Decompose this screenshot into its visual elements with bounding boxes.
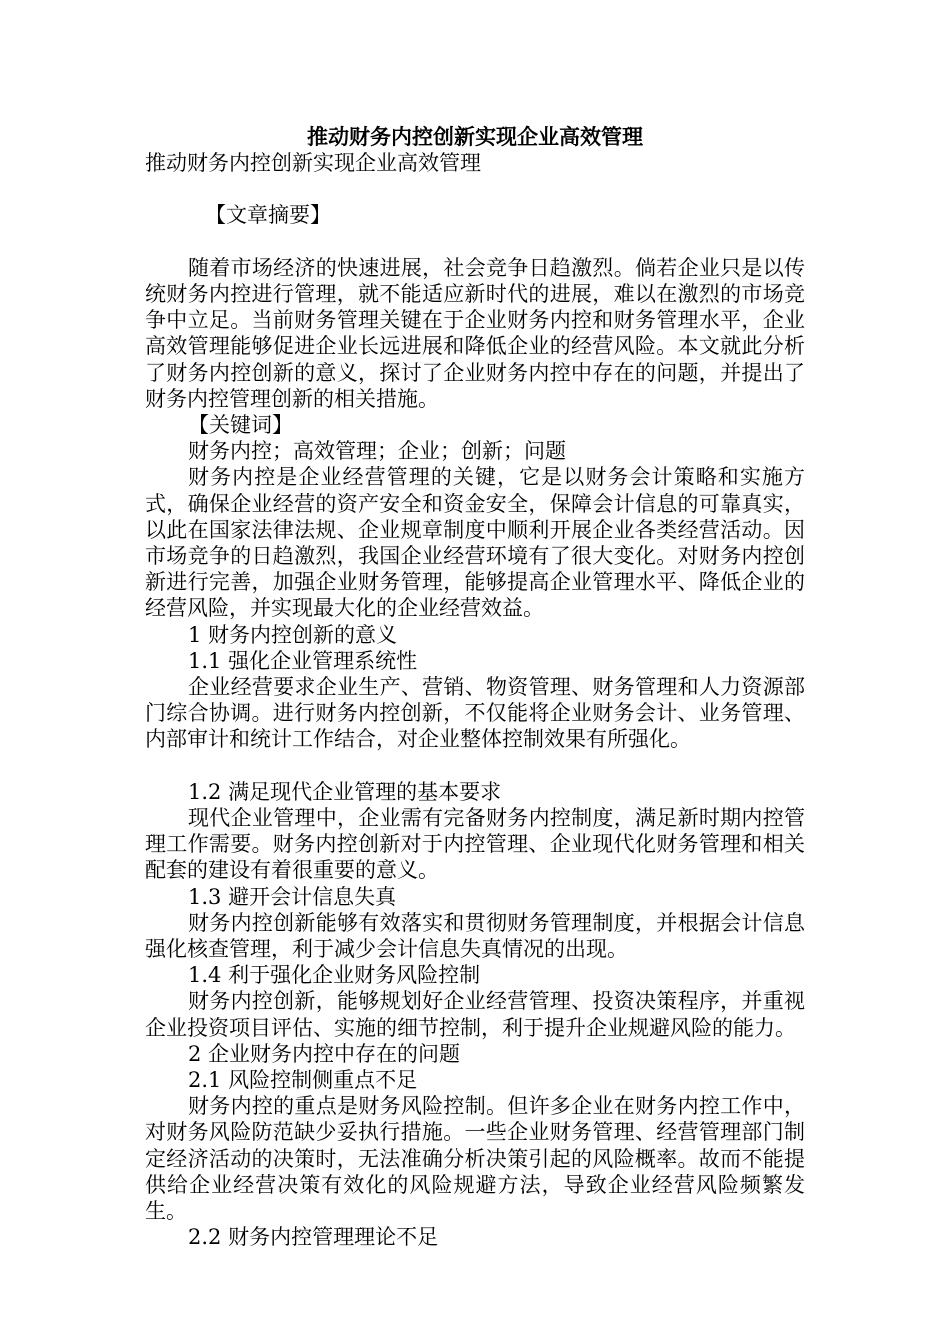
blank-line	[145, 229, 805, 255]
document-body	[145, 150, 805, 1250]
keywords-heading: 【关键词】	[188, 413, 293, 437]
paragraph-1-1: 企业经营要求企业生产、营销、物资管理、财务管理和人力资源部门综合协调。进行财务内控创新，不仅能将企业财务会计、业务管理、内部审计和统计工作结合，对企业整体控制效果有所强化。	[145, 675, 805, 752]
intro-paragraph: 财务内控是企业经营管理的关键，它是以财务会计策略和实施方式，确保企业经营的资产安全和资金安全，保障会计信息的可靠真实，以此在国家法律法规、企业规章制度中顺利开展企业各类经营活动。因市场竞争的日趋激烈，我国企业经营环境有了很大变化。对财务内控创新进行完善，加强企业财务管理，能够提高企业管理水平、降低企业的经营风险，并实现最大化的企业经营效益。	[145, 465, 805, 621]
subsection-heading-1-4: 1.4 利于强化企业财务风险控制	[188, 963, 481, 988]
subsection-heading-2-2: 2.2 财务内控管理理论不足	[188, 1225, 439, 1250]
subsection-heading-1-3: 1.3 避开会计信息失真	[188, 884, 397, 909]
paragraph-1-4: 财务内控创新，能够规划好企业经营管理、投资决策程序，并重视企业投资项目评估、实施的细节控制，利于提升企业规避风险的能力。	[145, 989, 805, 1040]
subsection-heading-2-1: 2.1 风险控制侧重点不足	[188, 1068, 418, 1093]
blank-line	[145, 176, 805, 202]
subsection-heading-1-2: 1.2 满足现代企业管理的基本要求	[188, 779, 502, 804]
blank-line	[145, 753, 805, 779]
document-title: 推动财务内控创新实现企业高效管理	[307, 125, 643, 149]
paragraph-1-2: 现代企业管理中，企业需有完备财务内控制度，满足新时期内控管理工作需要。财务内控创新对于内控管理、企业现代化财务管理和相关配套的建设有着很重要的意义。	[145, 806, 805, 883]
abstract-heading: 【文章摘要】	[205, 203, 331, 228]
subsection-heading-1-1: 1.1 强化企业管理系统性	[188, 648, 418, 673]
section-heading-2: 2 企业财务内控中存在的问题	[188, 1041, 461, 1066]
paragraph-1-3: 财务内控创新能够有效落实和贯彻财务管理制度，并根据会计信息强化核查管理，利于减少会计信息失真情况的出现。	[145, 910, 805, 962]
document-subtitle: 推动财务内控创新实现企业高效管理	[145, 151, 481, 175]
keywords-text: 财务内控；高效管理；企业；创新；问题	[188, 439, 566, 464]
section-heading-1: 1 财务内控创新的意义	[188, 622, 398, 647]
abstract-paragraph: 随着市场经济的快速进展，社会竞争日趋激烈。倘若企业只是以传统财务内控进行管理，就不能适应新时代的进展，难以在激烈的市场竞争中立足。当前财务管理关键在于企业财务内控和财务管理水平，企业高效管理能够促进企业长远进展和降低企业的经营风险。本文就此分析了财务内控创新的意义，探讨了企业财务内控中存在的问题，并提出了财务内控管理创新的相关措施。	[145, 255, 805, 411]
paragraph-2-1: 财务内控的重点是财务风险控制。但许多企业在财务内控工作中，对财务风险防范缺少妥执行措施。一些企业财务管理、经营管理部门制定经济活动的决策时，无法准确分析决策引起的风险概率。故而不能提供给企业经营决策有效化的风险规避方法，导致企业经营风险频繁发生。	[145, 1094, 805, 1224]
